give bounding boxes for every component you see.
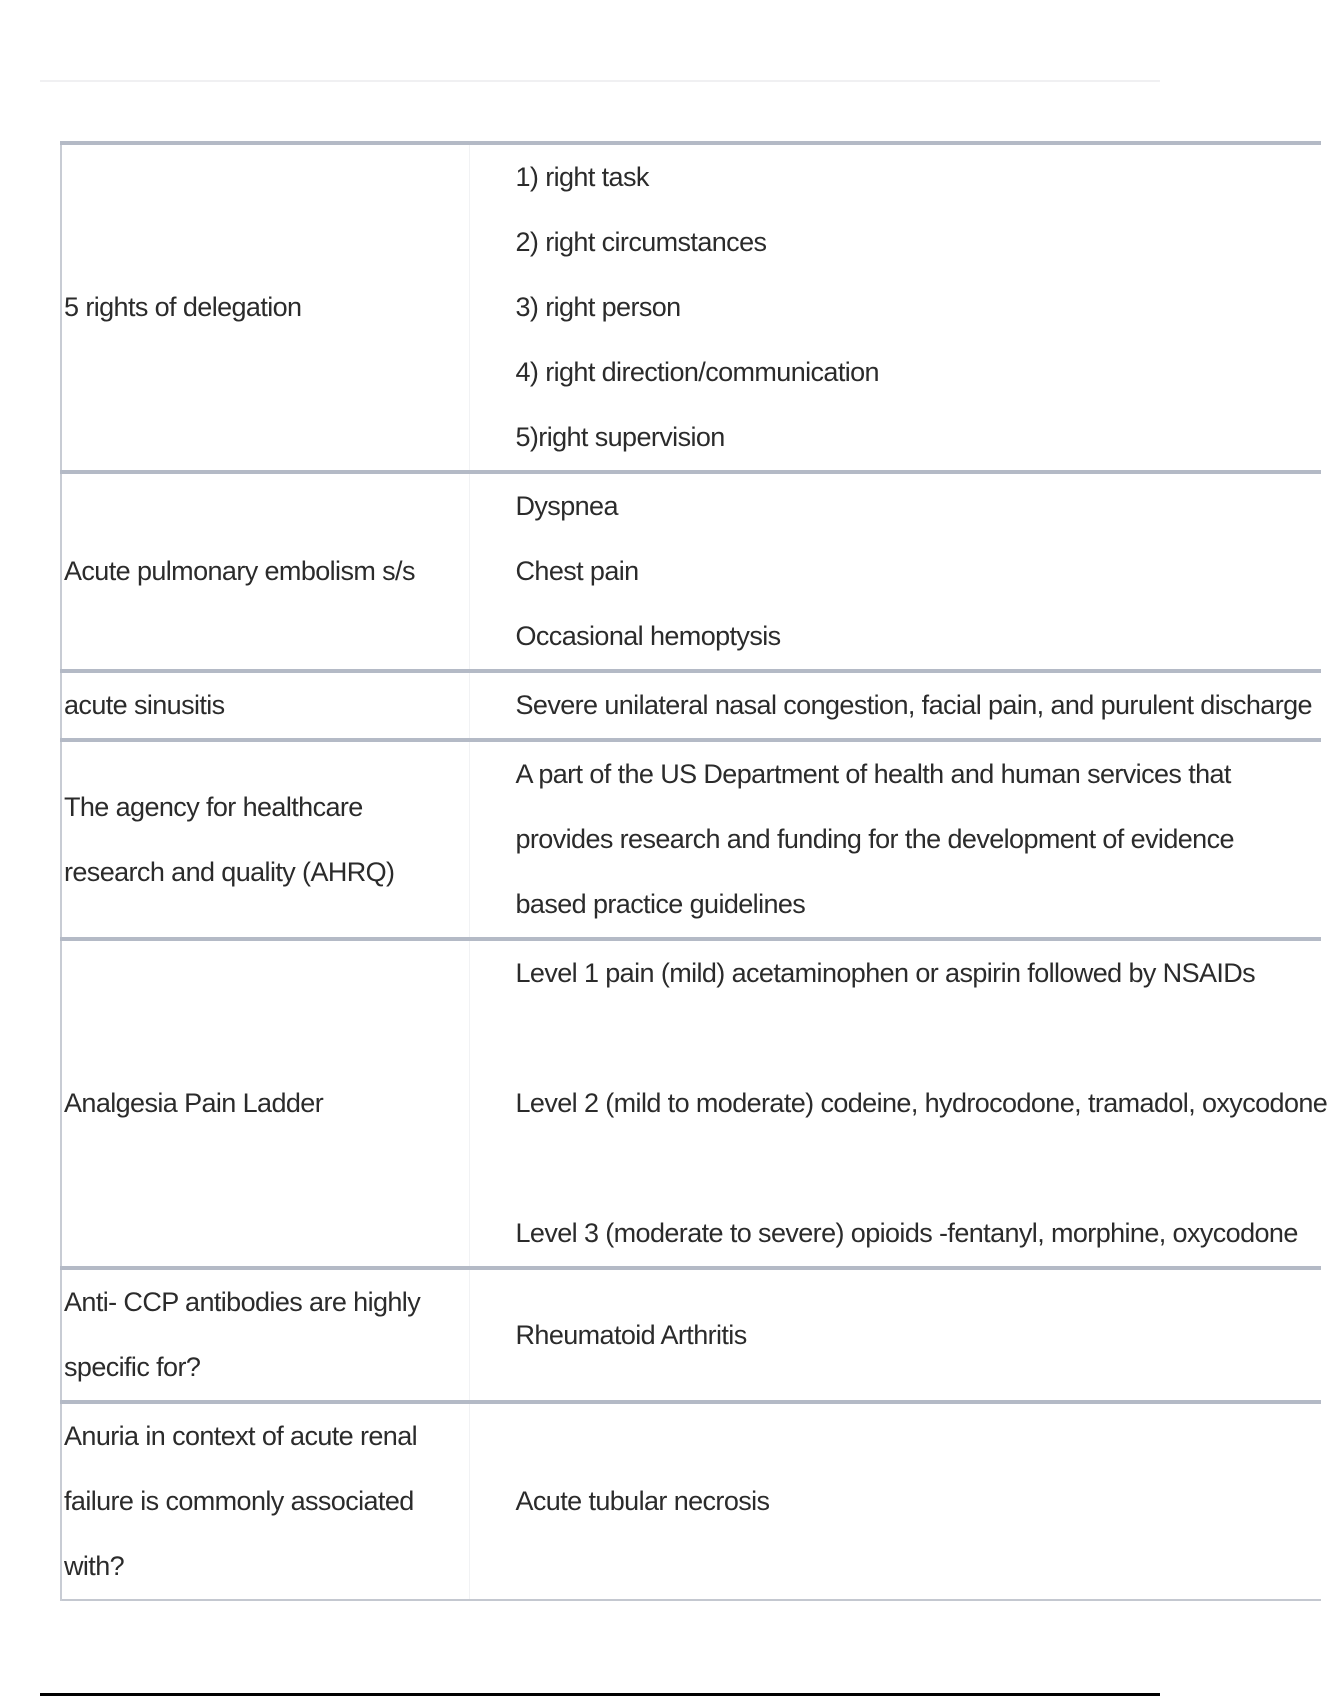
definition-line: Dyspnea [515,491,618,521]
table-row [61,671,1321,740]
definition-cell: A part of the US Department of health and human services that provides research and funding for the development of evidence based practice guidelines [515,759,1234,919]
definition-cell [469,143,1321,472]
definition-line: 5)right supervision [515,422,725,452]
definition-line: 3) right person [515,292,681,322]
definition-line: 4) right direction/communication [515,357,879,387]
definition-line: Level 3 (moderate to severe) opioids -fentanyl, morphine, oxycodone [515,1218,1298,1248]
term-cell: Analgesia Pain Ladder [61,939,469,1268]
definition-cell: Acute tubular necrosis [515,1486,770,1516]
term-cell: Anuria in context of acute renal failure is commonly associated with? [61,1402,469,1600]
definition-cell [469,939,1327,1268]
table-row [61,1268,1321,1402]
table-row [61,939,1321,1268]
definition-line: Occasional hemoptysis [515,621,781,651]
term-cell: acute sinusitis [61,671,469,740]
table-row [61,740,1321,939]
blank-line [516,1006,1322,1071]
term-cell: 5 rights of delegation [61,143,469,472]
table-row [61,1402,1321,1600]
definition-line: 2) right circumstances [515,227,767,257]
definition-cell [469,472,1321,671]
bottom-divider [40,1693,1160,1696]
term-cell: Acute pulmonary embolism s/s [61,472,469,671]
definition-cell: Rheumatoid Arthritis [515,1319,747,1350]
table-row [61,472,1321,671]
definition-cell: Severe unilateral nasal congestion, facial pain, and purulent discharge [515,690,1312,720]
flashcard-table-container [60,141,1327,1666]
term-cell: The agency for healthcare research and quality (AHRQ) [61,740,469,939]
term-cell: Anti- CCP antibodies are highly specific for? [61,1268,469,1402]
definition-line: 1) right task [515,162,649,192]
top-divider [40,80,1160,82]
definition-line: Level 1 pain (mild) acetaminophen or aspirin followed by NSAIDs [515,958,1256,988]
definition-line: Chest pain [515,556,639,586]
table-row [61,143,1321,472]
definition-line: Level 2 (mild to moderate) codeine, hydrocodone, tramadol, oxycodone [515,1088,1327,1118]
flashcard-table [60,141,1327,1601]
blank-line [516,1136,1322,1201]
